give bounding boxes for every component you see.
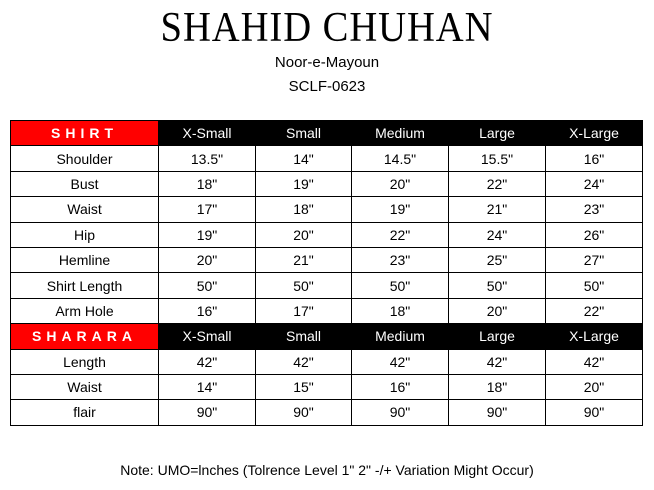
measurement-value: 42" bbox=[546, 349, 643, 374]
measurement-value: 20" bbox=[352, 171, 449, 196]
measurement-value: 18" bbox=[449, 374, 546, 399]
table-row bbox=[11, 349, 643, 374]
measurement-value: 19" bbox=[256, 171, 352, 196]
measurement-value: 50" bbox=[352, 273, 449, 298]
measurement-value: 25" bbox=[449, 247, 546, 272]
measurement-label: Bust bbox=[11, 171, 159, 196]
brand-title: SHAHID CHUHAN bbox=[160, 5, 494, 51]
collection-name: Noor-e-Mayoun bbox=[274, 54, 380, 71]
measurement-value: 22" bbox=[352, 222, 449, 247]
measurement-label: Waist bbox=[11, 197, 159, 222]
shirt-section-label: SHIRT bbox=[11, 121, 159, 146]
measurement-value: 13.5" bbox=[159, 146, 256, 171]
size-header: Large bbox=[449, 324, 546, 349]
size-header: Large bbox=[449, 121, 546, 146]
measurement-value: 20" bbox=[546, 374, 643, 399]
measurement-value: 19" bbox=[159, 222, 256, 247]
measurement-value: 50" bbox=[159, 273, 256, 298]
measurement-value: 50" bbox=[546, 273, 643, 298]
table-row bbox=[11, 247, 643, 272]
measurement-label: Hemline bbox=[11, 247, 159, 272]
table-row bbox=[11, 197, 643, 222]
size-header: X-Small bbox=[159, 121, 256, 146]
measurement-value: 90" bbox=[256, 400, 352, 425]
measurement-value: 90" bbox=[546, 400, 643, 425]
measurement-value: 42" bbox=[256, 349, 352, 374]
measurement-value: 20" bbox=[159, 247, 256, 272]
measurement-value: 16" bbox=[159, 298, 256, 323]
size-header: Small bbox=[256, 121, 352, 146]
table-row bbox=[11, 298, 643, 323]
measurement-value: 23" bbox=[352, 247, 449, 272]
measurement-value: 20" bbox=[256, 222, 352, 247]
measurement-value: 50" bbox=[449, 273, 546, 298]
measurement-value: 42" bbox=[352, 349, 449, 374]
size-header: Medium bbox=[352, 121, 449, 146]
measurement-value: 14.5" bbox=[352, 146, 449, 171]
measurement-value: 14" bbox=[159, 374, 256, 399]
measurement-value: 26" bbox=[546, 222, 643, 247]
measurement-value: 21" bbox=[256, 247, 352, 272]
size-chart-table bbox=[10, 120, 643, 426]
measurement-value: 18" bbox=[159, 171, 256, 196]
measurement-label: Shoulder bbox=[11, 146, 159, 171]
sharara-section-label: SHARARA bbox=[11, 324, 159, 349]
measurement-value: 19" bbox=[352, 197, 449, 222]
table-row bbox=[11, 273, 643, 298]
measurement-label: Shirt Length bbox=[11, 273, 159, 298]
measurement-value: 17" bbox=[256, 298, 352, 323]
measurement-value: 90" bbox=[352, 400, 449, 425]
size-header: Medium bbox=[352, 324, 449, 349]
measurement-value: 24" bbox=[546, 171, 643, 196]
measurement-value: 14" bbox=[256, 146, 352, 171]
size-header: X-Small bbox=[159, 324, 256, 349]
size-header: Small bbox=[256, 324, 352, 349]
table-row bbox=[11, 222, 643, 247]
footnote: Note: UMO=lnches (Tolrence Level 1" 2" -/+ Variation Might Occur) bbox=[120, 462, 534, 478]
measurement-value: 50" bbox=[256, 273, 352, 298]
shirt-header-row bbox=[11, 121, 643, 146]
measurement-value: 23" bbox=[546, 197, 643, 222]
measurement-value: 18" bbox=[352, 298, 449, 323]
measurement-value: 90" bbox=[159, 400, 256, 425]
measurement-label: flair bbox=[11, 400, 159, 425]
measurement-value: 16" bbox=[352, 374, 449, 399]
measurement-value: 18" bbox=[256, 197, 352, 222]
measurement-label: Hip bbox=[11, 222, 159, 247]
table-row bbox=[11, 400, 643, 425]
size-header: X-Large bbox=[546, 324, 643, 349]
table-row bbox=[11, 374, 643, 399]
measurement-value: 15.5" bbox=[449, 146, 546, 171]
measurement-value: 42" bbox=[449, 349, 546, 374]
size-header: X-Large bbox=[546, 121, 643, 146]
measurement-value: 27" bbox=[546, 247, 643, 272]
measurement-value: 17" bbox=[159, 197, 256, 222]
measurement-label: Waist bbox=[11, 374, 159, 399]
sharara-header-row bbox=[11, 324, 643, 349]
measurement-value: 42" bbox=[159, 349, 256, 374]
table-row bbox=[11, 171, 643, 196]
measurement-label: Arm Hole bbox=[11, 298, 159, 323]
table-row bbox=[11, 146, 643, 171]
measurement-value: 22" bbox=[546, 298, 643, 323]
measurement-value: 16" bbox=[546, 146, 643, 171]
measurement-value: 21" bbox=[449, 197, 546, 222]
measurement-value: 15" bbox=[256, 374, 352, 399]
measurement-value: 24" bbox=[449, 222, 546, 247]
product-code: SCLF-0623 bbox=[288, 78, 366, 95]
measurement-value: 90" bbox=[449, 400, 546, 425]
measurement-value: 20" bbox=[449, 298, 546, 323]
measurement-label: Length bbox=[11, 349, 159, 374]
measurement-value: 22" bbox=[449, 171, 546, 196]
